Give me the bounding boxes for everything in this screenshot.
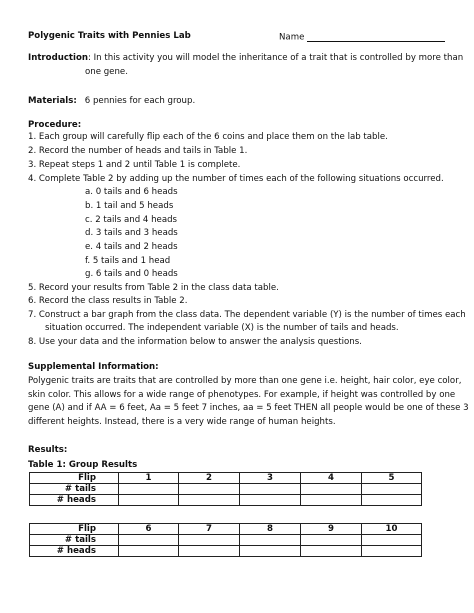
heads-entry-cell[interactable] [301, 495, 362, 506]
tails-entry-cell[interactable] [240, 484, 301, 495]
procedure-subitem: e. 4 tails and 2 heads [85, 242, 178, 252]
tails-entry-cell[interactable] [179, 484, 240, 495]
procedure-step: 5. Record your results from Table 2 in the class data table. [28, 283, 279, 293]
tails-entry-cell[interactable] [362, 535, 422, 546]
row-label-tails: # tails [30, 535, 119, 546]
flip-number: 6 [119, 524, 179, 535]
tails-entry-cell[interactable] [362, 484, 422, 495]
table-header-row [30, 473, 422, 484]
table-row-heads [30, 546, 422, 557]
table-row-tails [30, 484, 422, 495]
tails-entry-cell[interactable] [179, 535, 240, 546]
heads-entry-cell[interactable] [240, 546, 301, 557]
name-blank-line [307, 32, 445, 42]
results-heading: Results: [28, 445, 68, 455]
flip-number: 9 [301, 524, 362, 535]
procedure-step: 8. Use your data and the information below to answer the analysis questions. [28, 337, 362, 347]
row-label-heads: # heads [30, 546, 119, 557]
heads-entry-cell[interactable] [301, 546, 362, 557]
heads-entry-cell[interactable] [119, 495, 179, 506]
introduction-label: Introduction [28, 53, 89, 63]
procedure-subitem: g. 6 tails and 0 heads [85, 269, 178, 279]
procedure-step: 3. Repeat steps 1 and 2 until Table 1 is complete. [28, 160, 241, 170]
flip-header-label: Flip [30, 524, 119, 535]
heads-entry-cell[interactable] [362, 495, 422, 506]
flip-number: 1 [119, 473, 179, 484]
procedure-subitem: c. 2 tails and 4 heads [85, 215, 178, 225]
row-label-tails: # tails [30, 484, 119, 495]
introduction-line-1 [28, 54, 463, 63]
tails-entry-cell[interactable] [240, 535, 301, 546]
group-results-table-flips-6-10 [29, 523, 422, 557]
heads-entry-cell[interactable] [240, 495, 301, 506]
supplemental-heading: Supplemental Information: [28, 362, 159, 372]
procedure-step: 6. Record the class results in Table 2. [28, 296, 188, 306]
table-1-title: Table 1: Group Results [28, 460, 138, 470]
procedure-heading: Procedure: [28, 120, 82, 130]
procedure-step-continued: situation occurred. The independent variable (X) is the number of tails and heads. [45, 323, 399, 333]
procedure-step: 4. Complete Table 2 by adding up the number of times each of the following situations occurred. [28, 174, 444, 184]
flip-number: 7 [179, 524, 240, 535]
heads-entry-cell[interactable] [179, 495, 240, 506]
table-header-row [30, 524, 422, 535]
introduction-line-2: one gene. [85, 67, 128, 77]
heads-entry-cell[interactable] [119, 546, 179, 557]
group-results-table-flips-1-5 [29, 472, 422, 506]
procedure-step: 2. Record the number of heads and tails in Table 1. [28, 146, 248, 156]
procedure-subitem: b. 1 tail and 5 heads [85, 201, 174, 211]
flip-number: 5 [362, 473, 422, 484]
table-row-heads [30, 495, 422, 506]
tails-entry-cell[interactable] [119, 484, 179, 495]
name-field[interactable] [279, 32, 445, 42]
materials-label: Materials: [28, 96, 77, 106]
flip-number: 3 [240, 473, 301, 484]
procedure-subitem: a. 0 tails and 6 heads [85, 187, 178, 197]
tails-entry-cell[interactable] [301, 535, 362, 546]
supplemental-line: gene (A) and if AA = 6 feet, Aa = 5 feet 7 inches, aa = 5 feet THEN all people would be one of these 3 [28, 403, 469, 413]
procedure-step: 7. Construct a bar graph from the class data. The dependent variable (Y) is the number of times each [28, 310, 466, 320]
materials-line [28, 97, 195, 106]
supplemental-line: skin color. This allows for a wide range of phenotypes. For example, if height was controlled by one [28, 390, 456, 400]
procedure-subitem: f. 5 tails and 1 head [85, 256, 171, 266]
flip-number: 8 [240, 524, 301, 535]
table-row-tails [30, 535, 422, 546]
procedure-subitem: d. 3 tails and 3 heads [85, 228, 178, 238]
row-label-heads: # heads [30, 495, 119, 506]
supplemental-line: Polygenic traits are traits that are controlled by more than one gene i.e. height, hair color, eye color, [28, 376, 462, 386]
supplemental-line: different heights. Instead, there is a very wide range of human heights. [28, 417, 336, 427]
flip-number: 10 [362, 524, 422, 535]
materials-text: 6 pennies for each group. [84, 96, 196, 106]
procedure-step: 1. Each group will carefully flip each of the 6 coins and place them on the lab table. [28, 132, 388, 142]
flip-number: 2 [179, 473, 240, 484]
flip-number: 4 [301, 473, 362, 484]
heads-entry-cell[interactable] [362, 546, 422, 557]
tails-entry-cell[interactable] [301, 484, 362, 495]
document-title: Polygenic Traits with Pennies Lab [28, 31, 191, 41]
heads-entry-cell[interactable] [179, 546, 240, 557]
tails-entry-cell[interactable] [119, 535, 179, 546]
flip-header-label: Flip [30, 473, 119, 484]
name-label: Name [279, 32, 305, 43]
introduction-text: : In this activity you will model the inheritance of a trait that is controlled by more than [88, 53, 464, 63]
